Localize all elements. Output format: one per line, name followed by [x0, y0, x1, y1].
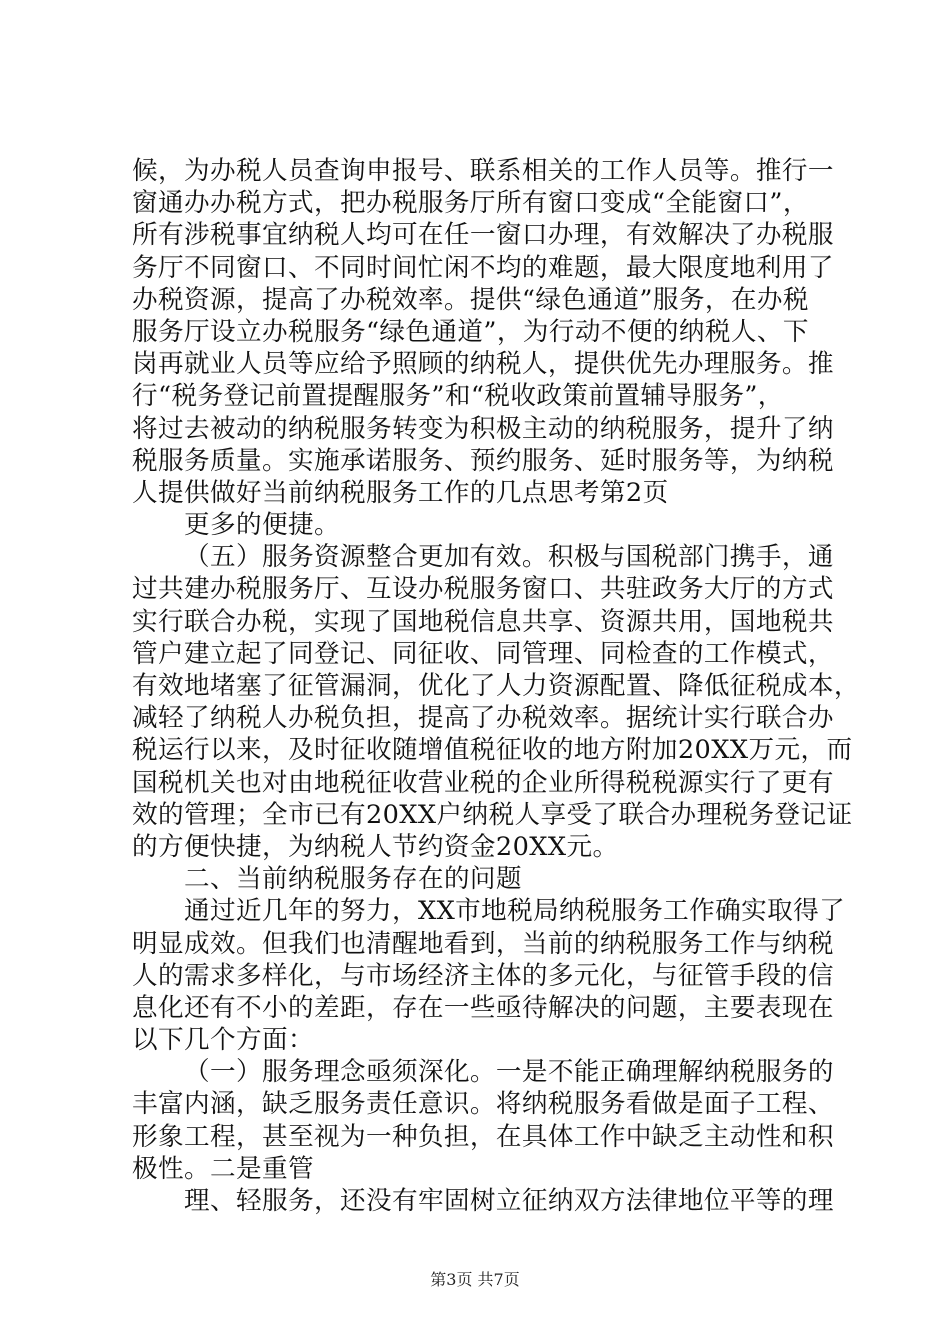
text-line: 窗通办办税方式，把办税服务厅所有窗口变成“全能窗口”，: [132, 188, 809, 219]
text-line: 岗再就业人员等应给予照顾的纳税人，提供优先办理服务。推: [132, 349, 834, 380]
text-line: 将过去被动的纳税服务转变为积极主动的纳税服务，提升了纳: [132, 413, 834, 444]
text-line: 通过近几年的努力，XX市地税局纳税服务工作确实取得了: [184, 896, 846, 927]
text-line: 服务厅设立办税服务“绿色通道”，为行动不便的纳税人、下: [132, 316, 809, 347]
text-line: 以下几个方面：: [132, 1025, 314, 1056]
text-line: 管户建立起了同登记、同征收、同管理、同检查的工作模式，: [132, 638, 834, 669]
text-line: 丰富内涵，缺乏服务责任意识。将纳税服务看做是面子工程、: [132, 1089, 834, 1120]
text-line: 国税机关也对由地税征收营业税的企业所得税税源实行了更有: [132, 767, 834, 798]
text-line: 行“税务登记前置提醒服务”和“税收政策前置辅导服务”，: [132, 381, 784, 412]
text-line: 息化还有不小的差距，存在一些亟待解决的问题，主要表现在: [132, 992, 834, 1023]
text-line: 办税资源，提高了办税效率。提供“绿色通道”服务，在办税: [132, 284, 809, 315]
text-line: 人提供做好当前纳税服务工作的几点思考第2页: [132, 477, 669, 508]
text-line: （五）服务资源整合更加有效。积极与国税部门携手，通: [184, 542, 834, 573]
body-text: [132, 155, 860, 1217]
text-line: 实行联合办税，实现了国地税信息共享、资源共用，国地税共: [132, 606, 834, 637]
text-line: 更多的便捷。: [184, 510, 340, 541]
text-line: （一）服务理念亟须深化。一是不能正确理解纳税服务的: [184, 1057, 834, 1088]
text-line: 务厅不同窗口、不同时间忙闲不均的难题，最大限度地利用了: [132, 252, 834, 283]
text-line: 极性。二是重管: [132, 1153, 314, 1184]
text-line: 的方便快捷，为纳税人节约资金20XX元。: [132, 831, 619, 862]
text-line: 形象工程，甚至视为一种负担，在具体工作中缺乏主动性和积: [132, 1121, 834, 1152]
page-footer: 第3页 共7页: [430, 1270, 520, 1289]
text-line: 明显成效。但我们也清醒地看到，当前的纳税服务工作与纳税: [132, 928, 834, 959]
text-line: 理、轻服务，还没有牢固树立征纳双方法律地位平等的理: [184, 1186, 834, 1216]
text-line: 减轻了纳税人办税负担，提高了办税效率。据统计实行联合办: [132, 703, 834, 734]
text-line: 候，为办税人员查询申报号、联系相关的工作人员等。推行一: [132, 156, 834, 186]
text-line: 有效地堵塞了征管漏洞，优化了人力资源配置、降低征税成本，: [132, 671, 860, 701]
text-line: 所有涉税事宜纳税人均可在任一窗口办理，有效解决了办税服: [132, 220, 834, 251]
text-line: 过共建办税服务厅、互设办税服务窗口、共驻政务大厅的方式: [132, 574, 834, 605]
text-line: 人的需求多样化，与市场经济主体的多元化，与征管手段的信: [132, 960, 834, 991]
text-line: 效的管理；全市已有20XX户纳税人享受了联合办理税务登记证: [132, 799, 853, 830]
text-line: 二、当前纳税服务存在的问题: [184, 864, 522, 895]
text-line: 税服务质量。实施承诺服务、预约服务、延时服务等，为纳税: [132, 445, 834, 476]
text-line: 税运行以来，及时征收随增值税征收的地方附加20XX万元，而: [132, 735, 853, 766]
